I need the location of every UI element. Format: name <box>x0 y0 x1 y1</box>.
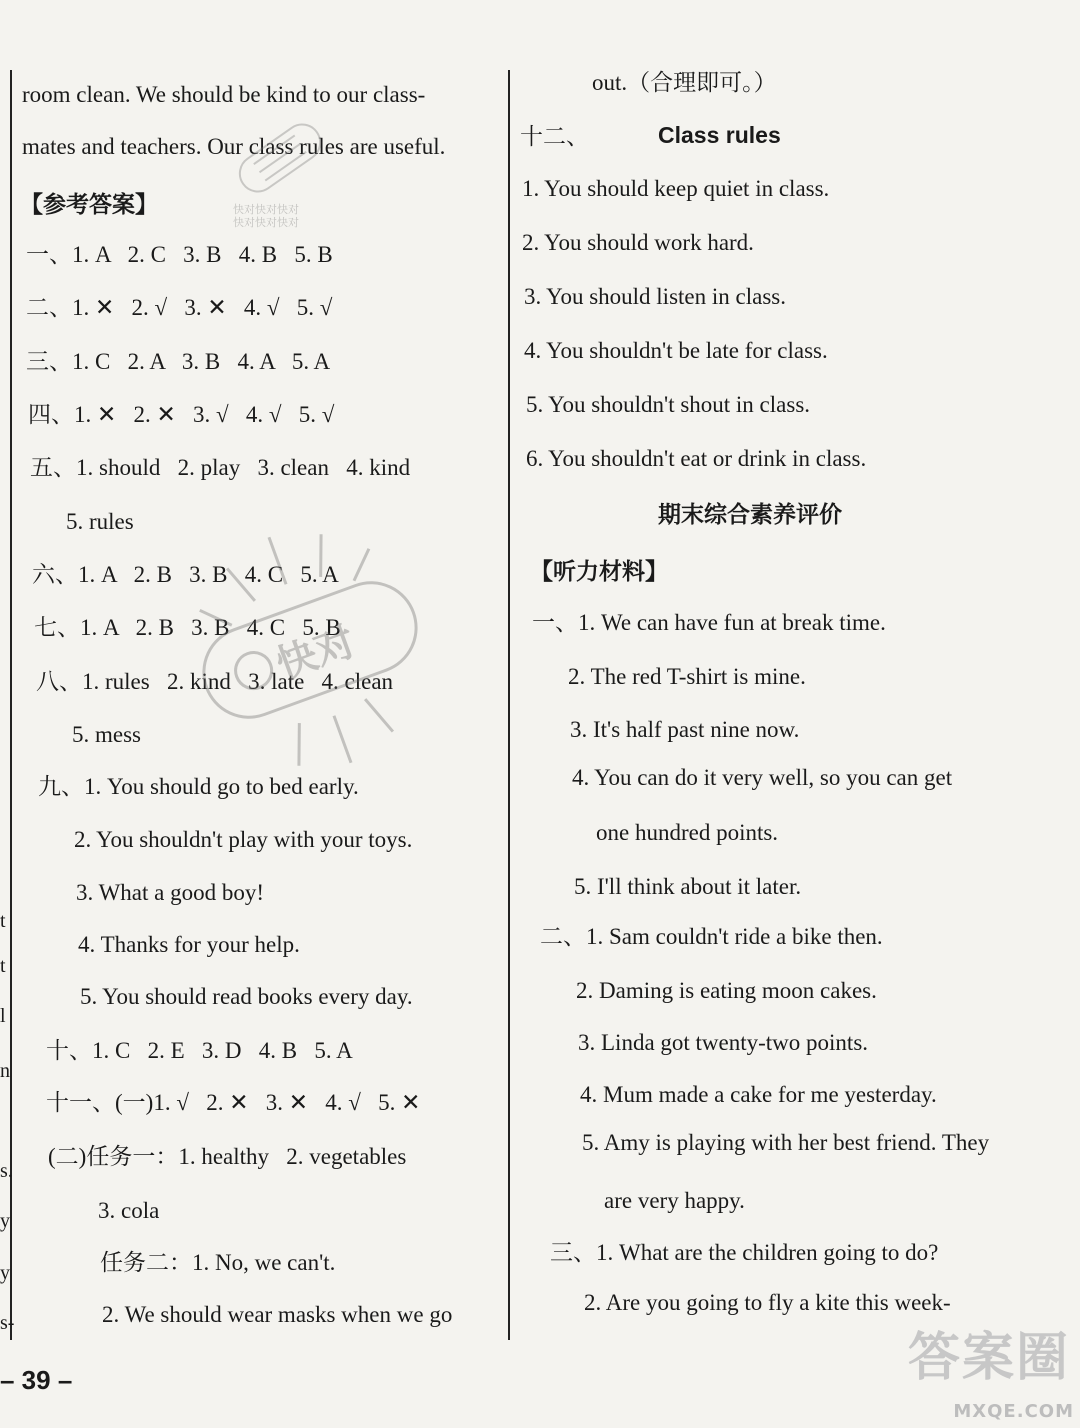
text-line: 二、1. Sam couldn't ride a bike then. <box>540 924 883 949</box>
text-line: 5. I'll think about it later. <box>574 874 802 899</box>
answer-line: 十、1. C 2. E 3. D 4. B 5. A <box>46 1038 353 1063</box>
text-line: 2. The red T-shirt is mine. <box>568 664 806 689</box>
text-line: 2. Are you going to fly a kite this week- <box>584 1290 951 1315</box>
answer-line: (二)任务一：1. healthy 2. vegetables <box>48 1144 407 1169</box>
answer-line: 三、1. C 2. A 3. B 4. A 5. A <box>26 349 331 374</box>
stamp-text-line: 快对快对快对 <box>233 203 299 216</box>
text-line: 一、1. We can have fun at break time. <box>532 610 886 635</box>
text-line: 2. You should work hard. <box>522 230 754 255</box>
text-line: 1. You should keep quiet in class. <box>522 176 830 201</box>
text-line: mates and teachers. Our class rules are useful. <box>22 134 446 159</box>
edge-char: s. <box>0 1160 13 1182</box>
answer-line: 4. Thanks for your help. <box>78 932 300 957</box>
stamp-big-text: 快对 <box>270 618 362 690</box>
edge-char: n <box>0 1060 10 1082</box>
edge-char: t <box>0 910 6 932</box>
text-line: 4. You can do it very well, so you can get <box>572 765 953 790</box>
text-line: 2. Daming is eating moon cakes. <box>576 978 877 1003</box>
answer-line: 七、1. A 2. B 3. B 4. C 5. B <box>34 615 341 640</box>
text-line: 5. You shouldn't shout in class. <box>526 392 811 417</box>
site-watermark-logo: 答案圈 <box>907 1328 1070 1388</box>
left-margin-rule <box>10 70 12 1340</box>
answer-line: 二、1. ✕ 2. √ 3. ✕ 4. √ 5. √ <box>26 295 333 320</box>
text-line: 6. You shouldn't eat or drink in class. <box>526 446 867 471</box>
answer-line: 5. You should read books every day. <box>80 984 413 1009</box>
answer-line: 2. We should wear masks when we go <box>102 1302 453 1327</box>
section-title: Class rules <box>658 122 781 148</box>
listening-heading: 【听力材料】 <box>530 559 668 585</box>
text-line: room clean. We should be kind to our class- <box>22 82 426 107</box>
answer-line: 3. cola <box>98 1198 160 1223</box>
text-line: 4. You shouldn't be late for class. <box>524 338 828 363</box>
edge-char: l <box>0 1005 6 1027</box>
answer-line: 四、1. ✕ 2. ✕ 3. √ 4. √ 5. √ <box>28 402 335 427</box>
answer-line: 六、1. A 2. B 3. B 4. C 5. A <box>32 562 339 587</box>
answer-line: 2. You shouldn't play with your toys. <box>74 827 413 852</box>
text-line: 三、1. What are the children going to do? <box>550 1240 939 1265</box>
stamp-text-line: 快对快对快对 <box>233 216 299 229</box>
text-line: 3. It's half past nine now. <box>570 717 800 742</box>
text-line: 5. Amy is playing with her best friend. They <box>582 1130 990 1155</box>
text-line: one hundred points. <box>596 820 779 845</box>
edge-char: y <box>0 1210 10 1232</box>
answer-line: 5. mess <box>72 722 141 747</box>
answer-line: 五、1. should 2. play 3. clean 4. kind <box>30 455 411 480</box>
answer-line: 八、1. rules 2. kind 3. late 4. clean <box>36 669 394 694</box>
column-divider <box>508 70 510 1340</box>
site-watermark-url: MXQE.COM <box>953 1401 1074 1422</box>
text-line: out.（合理即可。） <box>592 70 777 95</box>
large-stamp-watermark <box>180 520 440 780</box>
stamp-seal-icon <box>180 520 440 780</box>
text-line: 3. You should listen in class. <box>524 284 786 309</box>
answer-line: 5. rules <box>66 509 134 534</box>
answer-line: 任务二：1. No, we can't. <box>100 1250 336 1275</box>
text-line: 4. Mum made a cake for me yesterday. <box>580 1082 937 1107</box>
answer-line: 3. What a good boy! <box>76 880 265 905</box>
section-label: 十二、 <box>520 124 589 150</box>
answer-line: 九、1. You should go to bed early. <box>38 774 359 799</box>
text-line: 3. Linda got twenty-two points. <box>578 1030 869 1055</box>
answer-line: 一、1. A 2. C 3. B 4. B 5. B <box>26 242 333 267</box>
page-number: – 39 – <box>0 1365 73 1395</box>
exam-title: 期末综合素养评价 <box>658 502 842 528</box>
stamp-text <box>233 203 335 229</box>
edge-char: y <box>0 1262 10 1284</box>
edge-char: s- <box>0 1312 15 1334</box>
answer-key-heading: 【参考答案】 <box>20 192 158 218</box>
edge-char: t <box>0 955 6 977</box>
answer-line: 十一、(一)1. √ 2. ✕ 3. ✕ 4. √ 5. ✕ <box>46 1090 421 1115</box>
text-line: are very happy. <box>604 1188 745 1213</box>
